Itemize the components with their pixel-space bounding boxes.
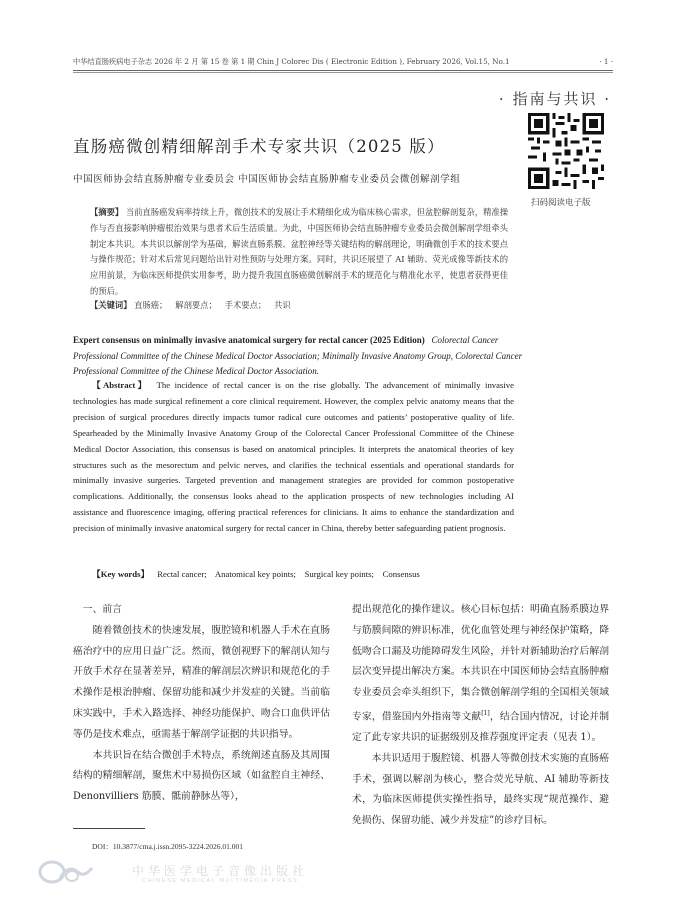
- header-rule-secondary: [73, 72, 613, 73]
- journal-citation: 中华结直肠疾病电子杂志 2026 年 2 月 第 15 卷 第 1 期 Chin J Colorec Dis ( Electronic Edition ), February 2026, Vol.15, No.1: [73, 57, 510, 66]
- body-text: ，结合国内情况，讨论并制定了此专家共识的证据级别及推荐强度评定表（见表 1）。: [352, 711, 610, 744]
- page-number: · 1 ·: [599, 57, 613, 66]
- keyword-item: 解剖要点；: [175, 300, 217, 310]
- english-authors: Colorectal Cancer Professional Committee of the Chinese Medical Doctor Association; Minimally Invasive Anatomy Group, Colorectal Cancer Professional Committee of the Chinese Medical Doctor Association.: [73, 335, 523, 376]
- body-paragraph: [352, 600, 609, 749]
- publisher-name-en: CHINESE MEDICAL MULTIMEDIA PRESS: [142, 878, 299, 884]
- abstract-label: 【摘要】: [90, 207, 124, 217]
- english-keywords-text: Rectal cancer; Anatomical key points; Surgical key points; Consensus: [157, 569, 420, 579]
- qr-code-icon[interactable]: [528, 113, 604, 189]
- authors-chinese: 中国医师协会结直肠肿瘤专业委员会 中国医师协会结直肠肿瘤专业委员会微创解剖学组: [73, 174, 461, 185]
- publisher-name: 中华医学电子音像出版社: [132, 864, 309, 878]
- body-paragraph: 随着微创技术的快速发展，腹腔镜和机器人手术在直肠癌治疗中的应用日益广泛。然而，微创视野下的解剖认知与开放手术存在显著差异，精准的解剖层次辨识和规范化的手术操作是根治肿瘤、保留功能和减少并发症的关键。当前临床实践中，手术入路选择、神经功能保护、吻合口血供评估等仍是技术难点，亟需基于解剖学证据的共识指导。: [73, 624, 330, 740]
- keyword-item: 共识: [274, 300, 291, 310]
- english-keywords-label: 【Key words】: [92, 569, 150, 579]
- english-abstract-label: 【Abstract】: [92, 380, 149, 390]
- keywords-chinese: [90, 299, 291, 311]
- keyword-item: 直肠癌；: [134, 300, 168, 310]
- keywords-label: 【关键词】: [90, 300, 132, 310]
- english-title-block: [73, 333, 525, 380]
- keyword-item: 手术要点；: [224, 300, 267, 310]
- english-abstract: [73, 378, 514, 537]
- body-text: 提出规范化的操作建议。核心目标包括：明确直肠系膜边界与筋膜间隙的辨识标准，优化血管处理与神经保护策略，降低吻合口漏及功能障碍发生风险，并针对新辅助治疗后解剖层次变异提出解决方案。本共识在中国医师协会结直肠肿瘤专业委员会牵头组织下，集合微创解剖学组的全国相关领域专家，借鉴国内外指南等文献: [352, 604, 609, 723]
- header-rule: [73, 70, 613, 71]
- body-paragraph: 本共识适用于腹腔镜、机器人等微创技术实施的直肠癌手术，强调以解剖为核心，整合荧光导航、AI 辅助等新技术，为临床医师提供实操性指导，最终实现“规范操作、避免损伤、保留功能、减少并发症”的诊疗目标。: [352, 752, 609, 827]
- publisher-logo-icon: [38, 858, 93, 886]
- section-heading: 一、前言: [82, 604, 122, 615]
- abstract-chinese: [90, 205, 508, 300]
- doi[interactable]: DOI：10.3877/cma.j.issn.2095-3224.2026.01.001: [92, 842, 244, 851]
- section-tag: · 指南与共识 ·: [498, 90, 611, 108]
- english-abstract-text: The incidence of rectal cancer is on the rise globally. The advancement of minimally invasive technologies has made surgical refinement a core clinical requirement. However, the complex pelvic anatomy means that the precision of surgical procedures directly impacts tumor radical cure outcomes and patients’ postoperative quality of life. Spearheaded by the Minimally Invasive Anatomy Group of the Colorectal Cancer Professional Committee of the Chinese Medical Doctor Association, this consensus is based on anatomical principles. It interprets the anatomical theories of key structures such as the mesorectum and pelvic nerves, and clarifies the technical essentials and operational standards for minimally invasive surgeries. Targeted prevention and management strategies are provided for common postoperative complications. Additionally, the consensus looks ahead to the application prospects of new technologies including AI assistance and fluorescence imaging, offering practical references for clinicians. It aims to enhance the standardization and precision of minimally invasive anatomical surgery for rectal cancer in China, thereby better safeguarding patient prognosis.: [73, 380, 514, 534]
- page-title: 直肠癌微创精细解剖手术专家共识（2025 版）: [73, 137, 445, 156]
- body-column-left: [73, 600, 330, 808]
- english-title: Expert consensus on minimally invasive anatomical surgery for rectal cancer (2025 Edition): [73, 335, 425, 345]
- body-column-right: [352, 600, 609, 832]
- abstract-text: 当前直肠癌发病率持续上升，微创技术的发展让手术精细化成为临床核心需求，但盆腔解剖复杂，精准操作与否直接影响肿瘤根治效果与患者术后生活质量。为此，中国医师协会结直肠肿瘤专业委员会微创解剖学组牵头制定本共识。本共识以解剖学为基础，解读直肠系膜、盆腔神经等关键结构的解剖理论，明确微创手术的技术要点与操作规范；针对术后常见问题给出针对性预防与处理方案。同时，共识还展望了 AI 辅助、荧光成像等新技术的应用前景，为临床医师提供实用参考，助力提升我国直肠癌微创解剖手术的规范化与精准化水平，使患者获得更佳的预后。: [90, 207, 508, 296]
- citation-ref[interactable]: [1]: [481, 709, 490, 717]
- body-paragraph: 本共识旨在结合微创手术特点，系统阐述直肠及其周围结构的精细解剖，聚焦术中易损伤区域（如盆腔自主神经、Denonvilliers 筋膜、骶前静脉丛等），: [73, 749, 330, 803]
- qr-caption: 扫码阅读电子版: [531, 198, 591, 208]
- footnote-rule: [73, 828, 145, 829]
- running-header: [73, 57, 613, 67]
- english-keywords: [92, 568, 420, 580]
